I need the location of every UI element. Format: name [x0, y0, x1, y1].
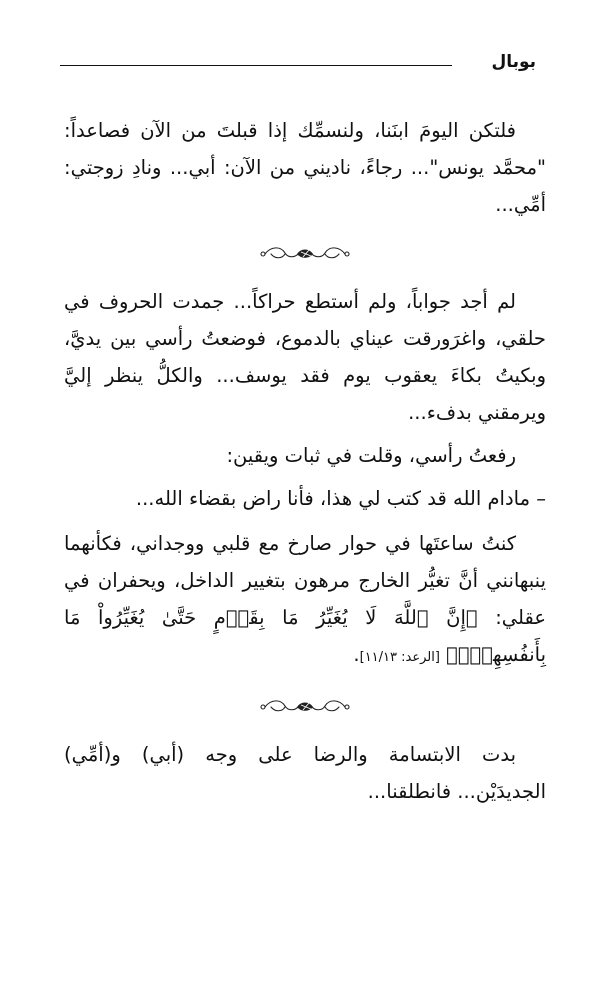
verse-reference: [الرعد: ١١/١٣]: [359, 650, 440, 665]
paragraph-6: بدت الابتسامة والرضا على وجه (أبي) و(أمِّي) الجديدَيْن... فانطلقنا...: [64, 743, 546, 803]
quran-verse: ﴿إِنَّ ٱللَّهَ لَا يُغَيِّرُ مَا بِقَوۡمٍ حَتَّىٰ يُغَيِّرُواْ مَا بِأَنفُسِهِمۡۗ﴾: [64, 606, 546, 666]
page-body: [64, 112, 546, 810]
floral-divider-icon: [257, 695, 353, 717]
divider-ornament-1: [64, 223, 546, 283]
divider-ornament-2: [64, 676, 546, 736]
header-title: بوبال: [491, 52, 536, 72]
floral-divider-icon: [257, 242, 353, 264]
paragraph-5-text: كنتُ ساعتَها في حوار صارخ مع قلبي ووجداني، فكأنهما ينبهانني أنَّ تغيُّر الخارج مرهون بتغيير الداخل، ويحفران في عقلي:: [64, 532, 546, 629]
header-rule: [60, 65, 452, 66]
paragraph-5-end: .: [353, 643, 360, 666]
paragraph-5: [64, 525, 546, 676]
paragraph-1: فلتكن اليومَ ابنَنا، ولنسمِّك إذا قبلتَ من الآن فصاعداً: "محمَّد يونس"... رجاءً، ناديني من الآن: أبي... ونادِ زوجتي: أمِّي...: [64, 119, 546, 216]
paragraph-3: رفعتُ رأسي، وقلت في ثبات ويقين:: [226, 444, 516, 467]
paragraph-2: لم أجد جواباً، ولم أستطع حراكاً... جمدت الحروف في حلقي، واغرَورقت عيناي بالدموع، فوضعتُ رأسي بين يديَّ، وبكيتُ بكاءَ يعقوب يوم فقد يوسف... والكلُّ ينظر إليَّ ويرمقني بدفء...: [64, 290, 546, 424]
running-header: [60, 52, 540, 78]
paragraph-4: – مادام الله قد كتب لي هذا، فأنا راض بقضاء الله...: [135, 487, 546, 510]
